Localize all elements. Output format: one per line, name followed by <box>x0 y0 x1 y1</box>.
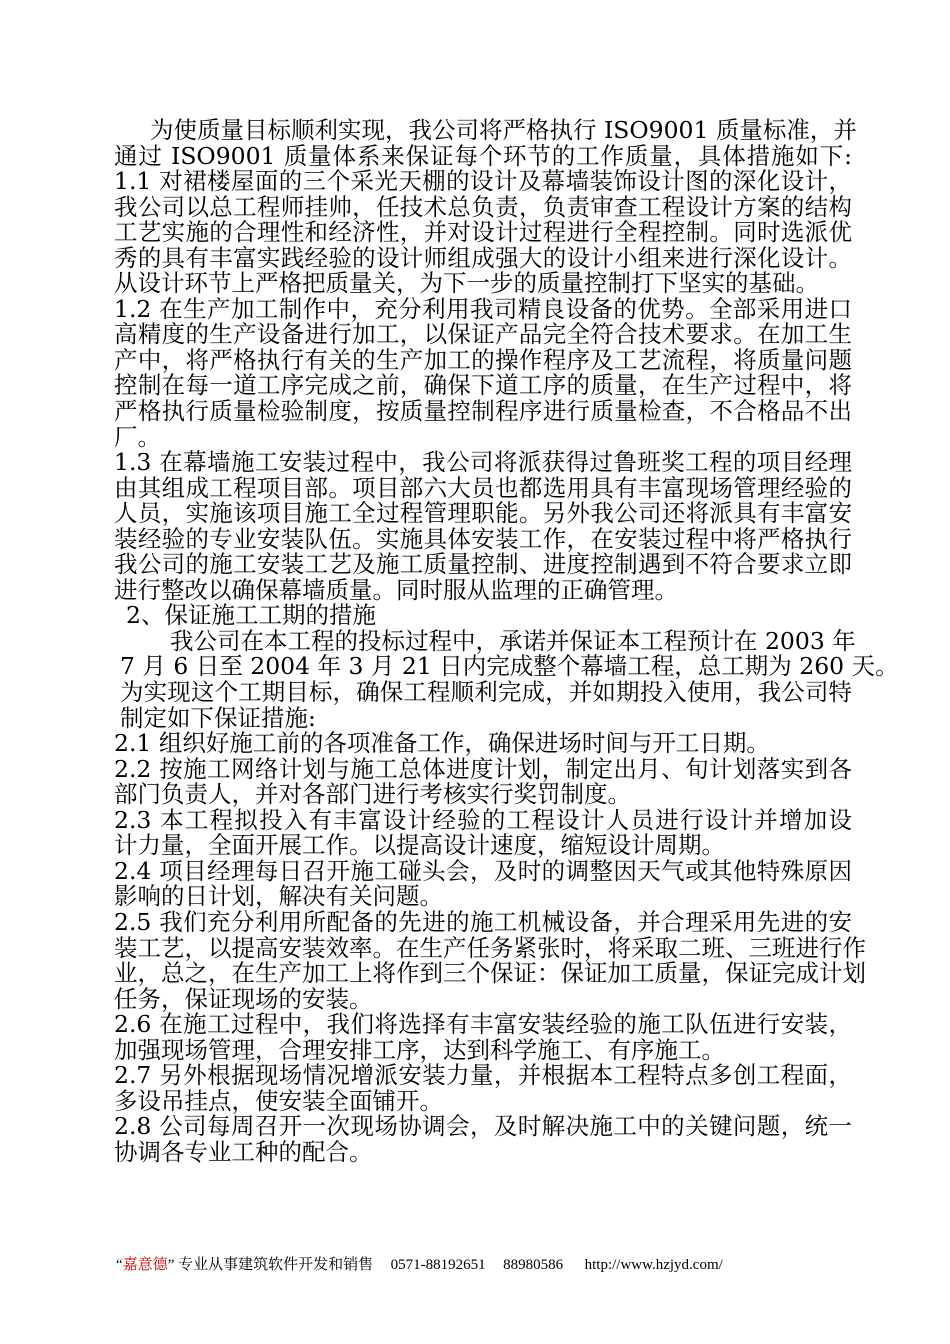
paragraph-line: 高精度的生产设备进行加工，以保证产品完全符合技术要求。在加工生 <box>114 320 852 349</box>
paragraph-line: 从设计环节上严格把质量关，为下一步的质量控制打下坚实的基础。 <box>114 269 819 298</box>
paragraph-line: 2.6 在施工过程中，我们将选择有丰富安装经验的施工队伍进行安装， <box>114 1010 852 1039</box>
paragraph-line: 1.1 对裙楼屋面的三个采光天棚的设计及幕墙装饰设计图的深化设计， <box>114 167 852 196</box>
paragraph-line: 我公司的施工安装工艺及施工质量控制、进度控制遇到不符合要求立即 <box>114 550 852 579</box>
paragraph-line: 任务，保证现场的安装。 <box>114 984 373 1013</box>
paragraph-line: 2.4 项目经理每日召开施工碰头会，及时的调整因天气或其他特殊原因 <box>114 856 852 885</box>
paragraph-line: 装工艺，以提高安装效率。在生产任务紧张时，将采取二班、三班进行作 <box>114 933 866 962</box>
footer-phone-1: 0571-88192651 <box>390 1257 486 1273</box>
footer-quote-open: “ <box>116 1257 123 1273</box>
paragraph-line: 工艺实施的合理性和经济性，并对设计过程进行全程控制。同时选派优 <box>114 218 852 247</box>
paragraph-line: 2.7 另外根据现场情况增派安装力量，并根据本工程特点多创工程面， <box>114 1061 852 1090</box>
paragraph-line: 多设吊挂点，使安装全面铺开。 <box>114 1086 443 1115</box>
paragraph-line: 秀的具有丰富实践经验的设计师组成强大的设计小组来进行深化设计。 <box>114 243 852 272</box>
paragraph-line: 协调各专业工种的配合。 <box>114 1137 373 1166</box>
paragraph-line: 2.5 我们充分利用所配备的先进的施工机械设备，并合理采用先进的安 <box>114 907 852 936</box>
paragraph-line: 为使质量目标顺利实现，我公司将严格执行 ISO9001 质量标准，并 <box>150 116 857 144</box>
footer-tagline: 专业从事建筑软件开发和销售 <box>178 1257 374 1273</box>
footer-brand: 嘉意德 <box>122 1257 168 1273</box>
paragraph-line: 为实现这个工期目标，确保工程顺利完成，并如期投入使用，我公司特 <box>120 678 852 707</box>
paragraph-line: 1.3 在幕墙施工安装过程中，我公司将派获得过鲁班奖工程的项目经理 <box>114 448 852 477</box>
paragraph-line: 制定如下保证措施: <box>120 703 316 732</box>
paragraph-line: 部门负责人，并对各部门进行考核实行奖罚制度。 <box>114 780 631 809</box>
paragraph-line: 加强现场管理，合理安排工序，达到科学施工、有序施工。 <box>114 1035 725 1064</box>
document-body <box>114 116 899 1166</box>
paragraph-line: 影响的日计划，解决有关问题。 <box>114 882 443 911</box>
section-heading: 2、保证施工工期的措施 <box>126 601 376 630</box>
paragraph-line: 业，总之，在生产加工上将作到三个保证：保证加工质量，保证完成计划 <box>114 959 866 988</box>
paragraph-line: 控制在每一道工序完成之前，确保下道工序的质量，在生产过程中，将 <box>114 371 852 400</box>
paragraph-line: 装经验的专业安装队伍。实施具体安装工作，在安装过程中将严格执行 <box>114 524 852 553</box>
paragraph-line: 2.1 组织好施工前的各项准备工作，确保进场时间与开工日期。 <box>114 729 770 758</box>
paragraph-line: 我公司在本工程的投标过程中，承诺并保证本工程预计在 2003 年 <box>170 626 856 655</box>
paragraph-line: 1.2 在生产加工制作中，充分利用我司精良设备的优势。全部采用进口 <box>114 294 852 323</box>
paragraph-line: 我公司以总工程师挂帅，任技术总负责，负责审查工程设计方案的结构 <box>114 192 852 221</box>
footer-quote-close: ” <box>167 1257 175 1273</box>
paragraph-line: 2.2 按施工网络计划与施工总体进度计划，制定出月、旬计划落实到各 <box>114 754 852 783</box>
paragraph-line: 严格执行质量检验制度，按质量控制程序进行质量检查，不合格品不出 <box>114 397 852 426</box>
paragraph-line: 人员，实施该项目施工全过程管理职能。另外我公司还将派具有丰富安 <box>114 499 852 528</box>
paragraph-line: 进行整改以确保幕墙质量。同时服从监理的正确管理。 <box>114 575 678 604</box>
paragraph-line: 通过 ISO9001 质量体系来保证每个环节的工作质量，具体措施如下: <box>114 141 852 170</box>
paragraph-line: 由其组成工程项目部。项目部六大员也都选用具有丰富现场管理经验的 <box>114 473 852 502</box>
paragraph-line: 厂。 <box>114 422 161 451</box>
paragraph-line: 2.3 本工程拟投入有丰富设计经验的工程设计人员进行设计并增加设 <box>114 805 852 834</box>
paragraph-line: 计力量，全面开展工作。以提高设计速度，缩短设计周期。 <box>114 831 725 860</box>
paragraph-line: 7 月 6 日至 2004 年 3 月 21 日内完成整个幕墙工程，总工期为 260 天。 <box>120 652 899 681</box>
footer-phone-2: 88980586 <box>503 1257 564 1273</box>
paragraph-line: 2.8 公司每周召开一次现场协调会，及时解决施工中的关键问题，统一 <box>114 1112 852 1141</box>
footer-url: http://www.hzjyd.com/ <box>584 1257 723 1273</box>
paragraph-line: 产中，将严格执行有关的生产加工的操作程序及工艺流程，将质量问题 <box>114 345 852 374</box>
page-footer <box>116 1255 836 1275</box>
